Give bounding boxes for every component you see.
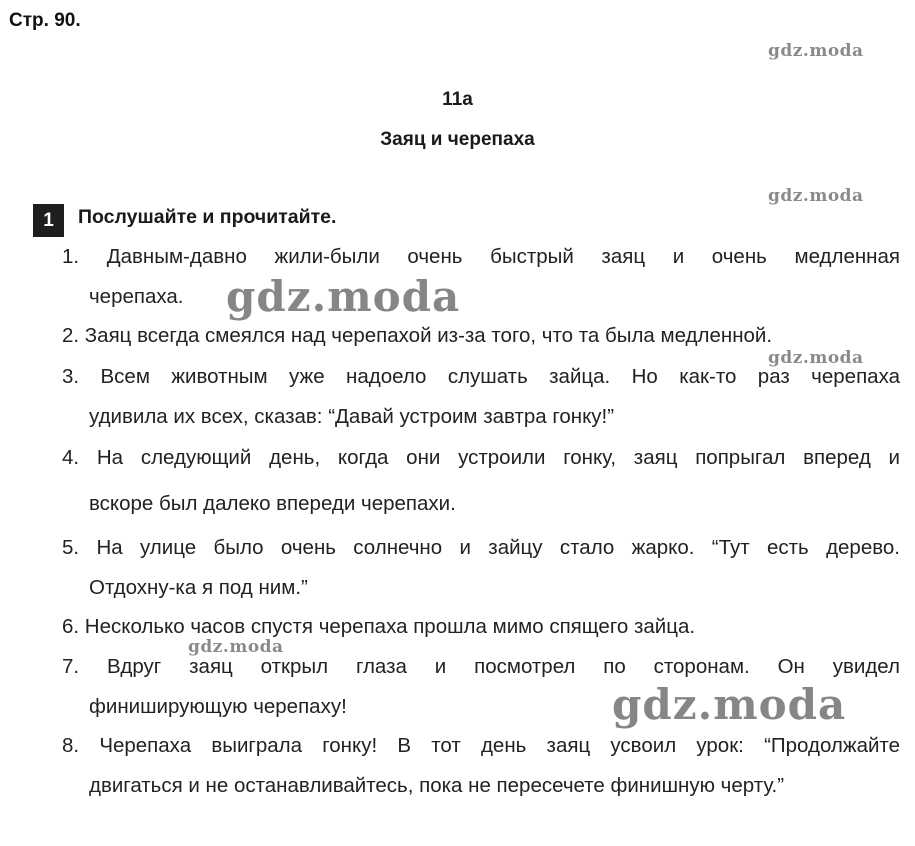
watermark: gdz.moda: [768, 186, 864, 206]
item-line: вскоре был далеко впереди черепахи.: [89, 492, 456, 515]
item-line: 1. Давным-давно жили-были очень быстрый заяц и очень медленная: [62, 245, 900, 268]
item-line: 4. На следующий день, когда они устроили гонку, заяц попрыгал вперед и: [62, 446, 900, 469]
watermark: gdz.moda: [768, 41, 864, 61]
item-line: финиширующую черепаху!: [89, 695, 347, 718]
item-line: удивила их всех, сказав: “Давай устроим завтра гонку!”: [89, 405, 615, 428]
watermark: gdz.moda: [226, 272, 461, 321]
watermark: gdz.moda: [188, 637, 284, 657]
item-line: 3. Всем животным уже надоело слушать зайца. Но как-то раз черепаха: [62, 365, 900, 388]
watermark: gdz.moda: [768, 348, 864, 368]
exercise-instruction: Послушайте и прочитайте.: [78, 206, 337, 228]
exercise-number-badge: 1: [33, 204, 64, 237]
item-line: 8. Черепаха выиграла гонку! В тот день заяц усвоил урок: “Продолжайте: [62, 734, 900, 757]
item-line: Отдохну-ка я под ним.”: [89, 576, 308, 599]
watermark: gdz.moda: [612, 680, 847, 729]
item-line: 6. Несколько часов спустя черепаха прошла мимо спящего зайца.: [62, 615, 696, 638]
item-line: двигаться и не останавливайтесь, пока не пересечете финишную черту.”: [89, 774, 785, 797]
list-item-3: [62, 357, 900, 437]
page-number: Стр. 90.: [9, 10, 81, 31]
list-item-8: [62, 726, 900, 806]
list-item-4: [62, 435, 900, 527]
unit-heading: 11a: [442, 89, 473, 110]
list-item-5: [62, 528, 900, 608]
list-item-1: [62, 237, 900, 317]
lesson-title: Заяц и черепаха: [380, 129, 535, 150]
item-line: 7. Вдруг заяц открыл глаза и посмотрел по сторонам. Он увидел: [62, 655, 900, 678]
item-line: 5. На улице было очень солнечно и зайцу стало жарко. “Тут есть дерево.: [62, 536, 900, 559]
item-line: черепаха.: [89, 285, 184, 308]
item-line: 2. Заяц всегда смеялся над черепахой из-за того, что та была медленной.: [62, 324, 773, 347]
